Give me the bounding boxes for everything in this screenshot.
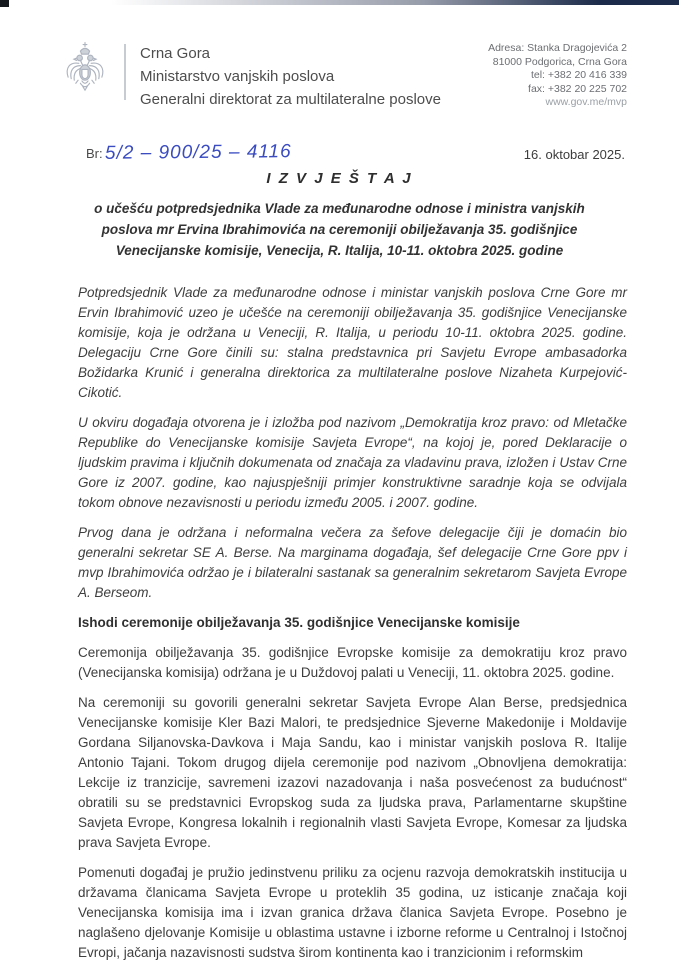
paragraph-exhibition: U okviru događaja otvorena je i izložba pod nazivom „Demokratija kroz pravo: od Mletačke Republike do Venecijanske komisije Savjeta Evrope“, na kojoj je, pored Deklaracije o ljudskim pravima i ključnih dokumenata od značaja za vladavinu prava, izložen i Ustav Crne Gore iz 2007. godine, kao najuspješniji primjer konstruktivne saradnje koja se odvijala tokom obnove nezavisnosti u periodu između 2005. i 2007. godine. xyxy=(78,415,627,510)
org-title-block xyxy=(140,42,441,111)
contact-city: 81000 Podgorica, Crna Gora xyxy=(492,55,627,68)
org-line-country: Crna Gora xyxy=(140,45,211,62)
paragraph-participation: Potpredsjednik Vlade za međunarodne odnose i ministar vanjskih poslova Crne Gore mr Ervin Ibrahimović uzeo je učešće na ceremoniji obilježavanja 35. godišnjice Venecijanske komisije, koja je održana u Veneciji, R. Italija, u periodu 10-11. oktobra 2025. godine. Delegaciju Crne Gore činili su: stalna predstavnica pri Savjetu Evrope ambasadorka Božidarka Krunić i generalna direktorica za multilateralne poslove Nizaheta Kurpejović-Cikotić. xyxy=(78,285,627,400)
document-date: 16. oktobar 2025. xyxy=(523,147,625,162)
document-title: I Z V J E Š T A J xyxy=(266,170,413,187)
org-line-directorate: Generalni direktorat za multilateralne poslove xyxy=(140,91,441,108)
contact-block xyxy=(488,42,627,110)
reference-row xyxy=(86,141,625,167)
letterhead xyxy=(62,40,441,111)
document-subtitle: o učešću potpredsjednika Vlade za međunarodne odnose i ministra vanjskih poslova mr Ervina Ibrahimovića na ceremoniji obilježavanja 35. godišnjice Venecijanske komisije, Venecija, R. Italija, 10-11. oktobra 2025. godine xyxy=(94,201,585,258)
scan-corner-artifact xyxy=(0,0,9,7)
contact-tel: tel: +382 20 416 339 xyxy=(530,69,627,81)
paragraph-ceremony-venue: Ceremonija obilježavanja 35. godišnjice Evropske komisije za demokratiju kroz pravo (Venecijanska komisija) održana je u Duždovoj palati u Veneciji, 11. oktobra 2025. godine. xyxy=(78,645,627,680)
paragraph-dinner-bilateral: Prvog dana je održana i neformalna večera za šefove delegacije čiji je domaćin bio generalni sekretar SE A. Berse. Na marginama događaja, šef delegacije Crne Gore ppv i mvp Ibrahimovića održao je i bilateralni sastanak sa generalnim sekretarom Savjeta Evrope A. Berseom. xyxy=(78,525,627,600)
section-heading-outcomes: Ishodi ceremonije obilježavanja 35. godišnjice Venecijanske komisije xyxy=(78,615,520,630)
reference-number-handwritten: 5/2 – 900/25 – 4116 xyxy=(104,141,292,164)
contact-fax: fax: +382 20 225 702 xyxy=(528,82,627,95)
org-line-ministry: Ministarstvo vanjskih poslova xyxy=(140,68,335,85)
paragraph-speakers: Na ceremoniji su govorili generalni sekretar Savjeta Evrope Alan Berse, predsjednica Venecijanske komisije Kler Bazi Malori, te predsjednice Sjeverne Makedonije i Moldavije Gordana Siljanovska-Davkova i Maja Sandu, kao i ministar vanjskih poslova R. Italije Antonio Tajani. Tokom drugog dijela ceremonije pod nazivom „Obnovljena demokratija: Lekcije iz tranzicije, savremeni izazovi nazadovanja i naša posvećenost za budućnost“ obratili su se predstavnici Evropskog suda za ljudska prava, Parlamentarne skupštine Savjeta Evrope, Kongresa lokalnih i regionalnih vlasti Savjeta Evrope, Komesar za ljudska prava Savjeta Evrope. xyxy=(78,695,627,850)
scan-edge-artifact xyxy=(110,0,679,5)
montenegro-coat-of-arms-icon xyxy=(62,40,108,102)
contact-website: www.gov.me/mvp xyxy=(545,96,627,108)
contact-address: Adresa: Stanka Dragojevića 2 xyxy=(488,42,627,54)
document-body xyxy=(78,283,627,973)
paragraph-assessment: Pomenuti događaj je pružio jedinstvenu priliku za ocjenu razvoja demokratskih institucija u državama članicama Savjeta Evrope u proteklih 35 godina, uz isticanje značaja koji Venecijanska komisija ima i izvan granica država članica Savjeta Evrope. Posebno je naglašeno djelovanje Komisije u oblastima ustavne i izborne reforme u Centralnoj i Istočnoj Evropi, jačanja nazavisnosti sudstva širom kontinenta kao i tranzicionim i reformskim xyxy=(78,865,627,960)
reference-label: Br: xyxy=(86,146,103,161)
letterhead-divider xyxy=(124,44,126,100)
